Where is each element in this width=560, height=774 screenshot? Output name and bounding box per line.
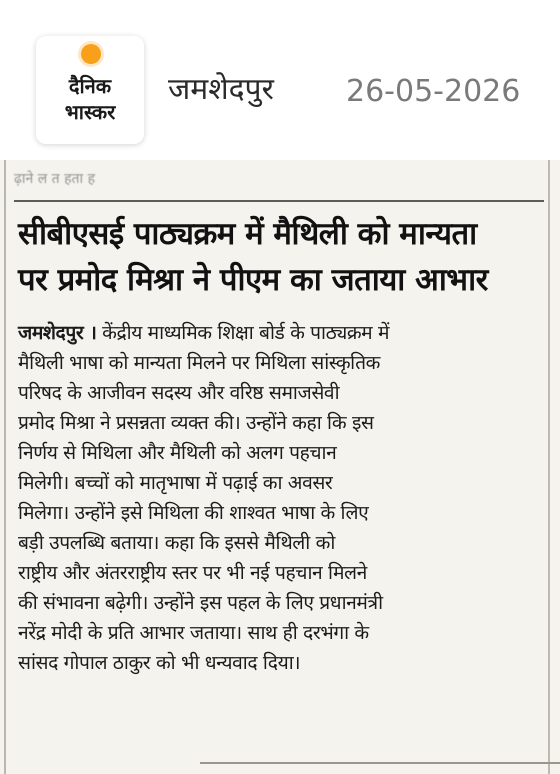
dateline: जमशेदपुर । — [18, 321, 97, 344]
body-line-3: परिषद के आजीवन सदस्य और वरिष्ठ समाजसेवी — [18, 381, 340, 404]
clipping-left-edge — [4, 160, 6, 774]
clipping-bottom-edge — [200, 762, 560, 764]
body-line-11: नरेंद्र मोदी के प्रति आभार जताया। साथ ही दरभंगा के — [18, 621, 369, 644]
edition-date: 26-05-2026 — [346, 74, 521, 109]
headline-line-1: सीबीएसई पाठ्यक्रम में मैथिली को मान्यता — [18, 216, 477, 252]
body-line-5: निर्णय से मिथिला और मैथिली को अलग पहचान — [18, 441, 337, 464]
body-line-1-text: केंद्रीय माध्यमिक शिक्षा बोर्ड के पाठ्यक्रम में — [102, 321, 390, 344]
logo-text-line2: भास्कर — [64, 100, 116, 124]
body-line-2: मैथिली भाषा को मान्यता मिलने पर मिथिला सांस्कृतिक — [18, 351, 381, 374]
column-rule — [14, 200, 544, 202]
sun-icon — [81, 44, 101, 64]
headline-line-2: पर प्रमोद मिश्रा ने पीएम का जताया आभार — [18, 262, 488, 298]
previous-article-fragment: ढ़ाने ल त हता ह — [14, 171, 96, 187]
body-line-1 — [18, 318, 538, 347]
page-header — [0, 0, 560, 160]
body-line-9: राष्ट्रीय और अंतरराष्ट्रीय स्तर पर भी नई पहचान मिलने — [18, 561, 367, 584]
body-line-4: प्रमोद मिश्रा ने प्रसन्नता व्यक्त की। उन्होंने कहा कि इस — [18, 411, 374, 434]
logo-text-line1: दैनिक — [68, 74, 112, 98]
body-line-6: मिलेगी। बच्चों को मातृभाषा में पढ़ाई का अवसर — [18, 471, 333, 494]
body-line-7: मिलेगा। उन्होंने इसे मिथिला की शाश्वत भाषा के लिए — [18, 501, 369, 524]
body-line-8: बड़ी उपलब्धि बताया। कहा कि इससे मैथिली को — [18, 531, 335, 554]
clipping-right-edge — [548, 160, 550, 774]
body-line-10: की संभावना बढ़ेगी। उन्होंने इस पहल के लिए प्रधानमंत्री — [18, 591, 383, 614]
body-line-12: सांसद गोपाल ठाकुर को भी धन्यवाद दिया। — [18, 651, 301, 674]
edition-city: जमशेदपुर — [168, 72, 274, 107]
dainik-bhaskar-logo — [36, 36, 144, 144]
